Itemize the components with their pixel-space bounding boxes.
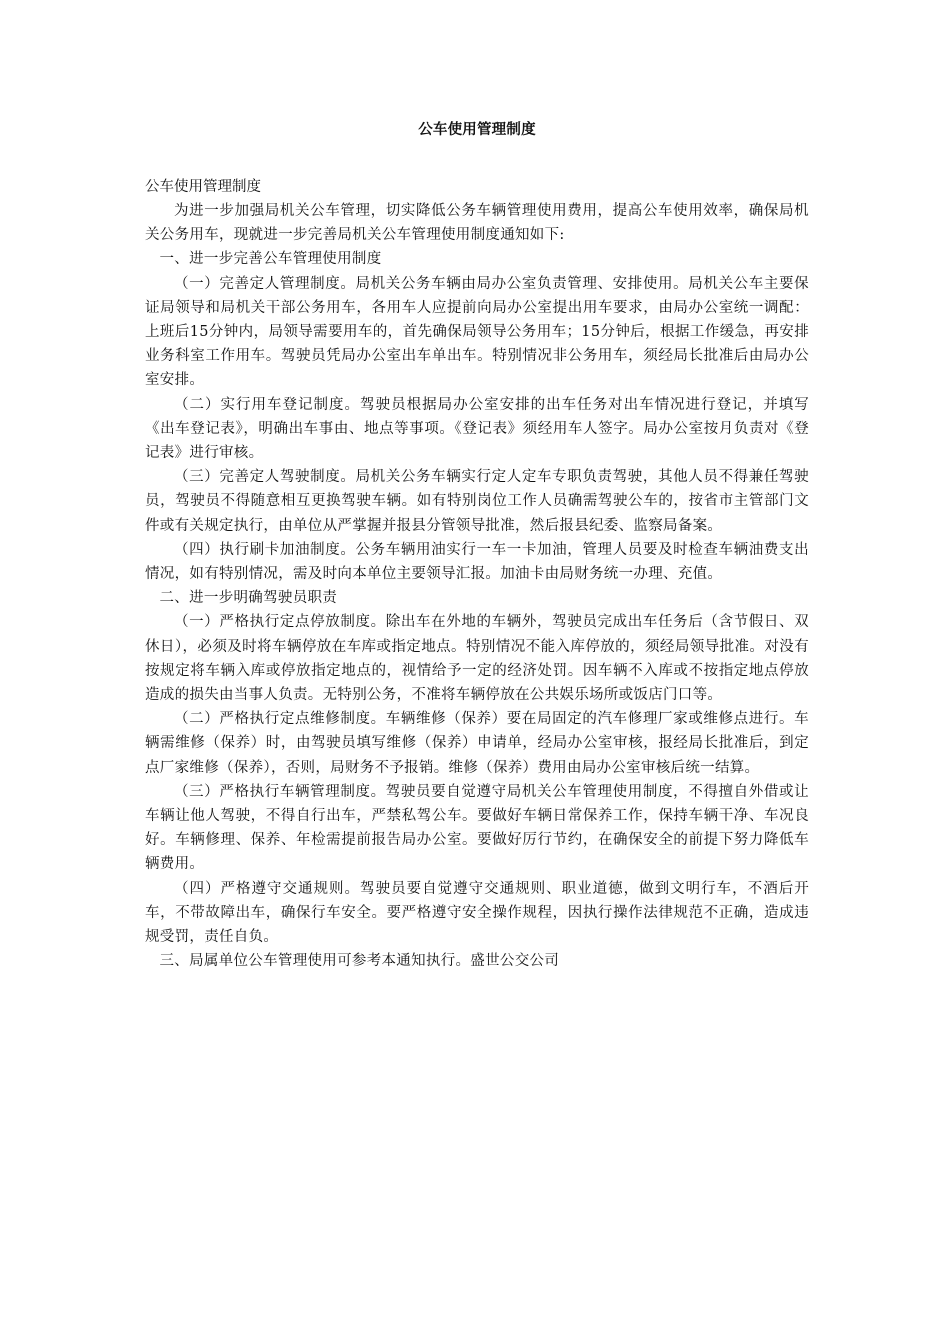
document-page	[145, 118, 809, 974]
section-1-paragraph-2: （二）实行用车登记制度。驾驶员根据局办公室安排的出车任务对出车情况进行登记，并填写《出车登记表》，明确出车事由、地点等事项。《登记表》须经用车人签字。局办公室按月负责对《登记表》进行审核。	[145, 396, 809, 462]
section-2-paragraph-4: （四）严格遵守交通规则。驾驶员要自觉遵守交通规则、职业道德，做到文明行车，不酒后开车，不带故障出车，确保行车安全。要严格遵守安全操作规程，因执行操作法律规范不正确，造成违规受罚，责任自负。	[145, 880, 809, 946]
document-subtitle: 公车使用管理制度	[145, 179, 261, 195]
section-2-heading: 二、进一步明确驾驶员职责	[159, 590, 338, 607]
document-title: 公车使用管理制度	[418, 121, 536, 138]
section-2-paragraph-3: （三）严格执行车辆管理制度。驾驶员要自觉遵守局机关公车管理使用制度，不得擅自外借或让车辆让他人驾驶，不得自行出车，严禁私驾公车。要做好车辆日常保养工作，保持车辆干净、车况良好。车辆修理、保养、年检需提前报告局办公室。要做好厉行节约，在确保安全的前提下努力降低车辆费用。	[145, 783, 809, 873]
section-3-heading: 三、局属单位公车管理使用可参考本通知执行。盛世公交公司	[159, 953, 560, 970]
section-1-paragraph-1: （一）完善定人管理制度。局机关公务车辆由局办公室负责管理、安排使用。局机关公车主要保证局领导和局机关干部公务用车，各用车人应提前向局办公室提出用车要求，由局办公室统一调配：上班后15分钟内，局领导需要用车的，首先确保局领导公务用车；15分钟后，根据工作缓急，再安排业务科室工作用车。驾驶员凭局办公室出车单出车。特别情况非公务用车，须经局长批准后由局办公室安排。	[145, 275, 809, 389]
section-2-paragraph-2: （二）严格执行定点维修制度。车辆维修（保养）要在局固定的汽车修理厂家或维修点进行。车辆需维修（保养）时，由驾驶员填写维修（保养）申请单，经局办公室审核，报经局长批准后，到定点厂家维修（保养），否则，局财务不予报销。维修（保养）费用由局办公室审核后统一结算。	[145, 711, 809, 776]
intro-paragraph: 为进一步加强局机关公车管理，切实降低公务车辆管理使用费用，提高公车使用效率，确保局机关公务用车，现就进一步完善局机关公车管理使用制度通知如下:	[145, 203, 809, 244]
section-2-paragraph-1: （一）严格执行定点停放制度。除出车在外地的车辆外，驾驶员完成出车任务后（含节假日、双休日），必须及时将车辆停放在车库或指定地点。特别情况不能入库停放的，须经局领导批准。对没有按规定将车辆入库或停放指定地点的，视情给予一定的经济处罚。因车辆不入库或不按指定地点停放造成的损失由当事人负责。无特别公务，不准将车辆停放在公共娱乐场所或饭店门口等。	[145, 614, 809, 704]
section-1-paragraph-3: （三）完善定人驾驶制度。局机关公务车辆实行定人定车专职负责驾驶，其他人员不得兼任驾驶员，驾驶员不得随意相互更换驾驶车辆。如有特别岗位工作人员确需驾驶公车的，按省市主管部门文件或有关规定执行，由单位从严掌握并报县分管领导批准，然后报县纪委、监察局备案。	[145, 469, 809, 534]
section-1-paragraph-4: （四）执行刷卡加油制度。公务车辆用油实行一车一卡加油，管理人员要及时检查车辆油费支出情况，如有特别情况，需及时向本单位主要领导汇报。加油卡由局财务统一办理、充值。	[145, 541, 809, 583]
section-1-heading: 一、进一步完善公车管理使用制度	[159, 251, 382, 268]
